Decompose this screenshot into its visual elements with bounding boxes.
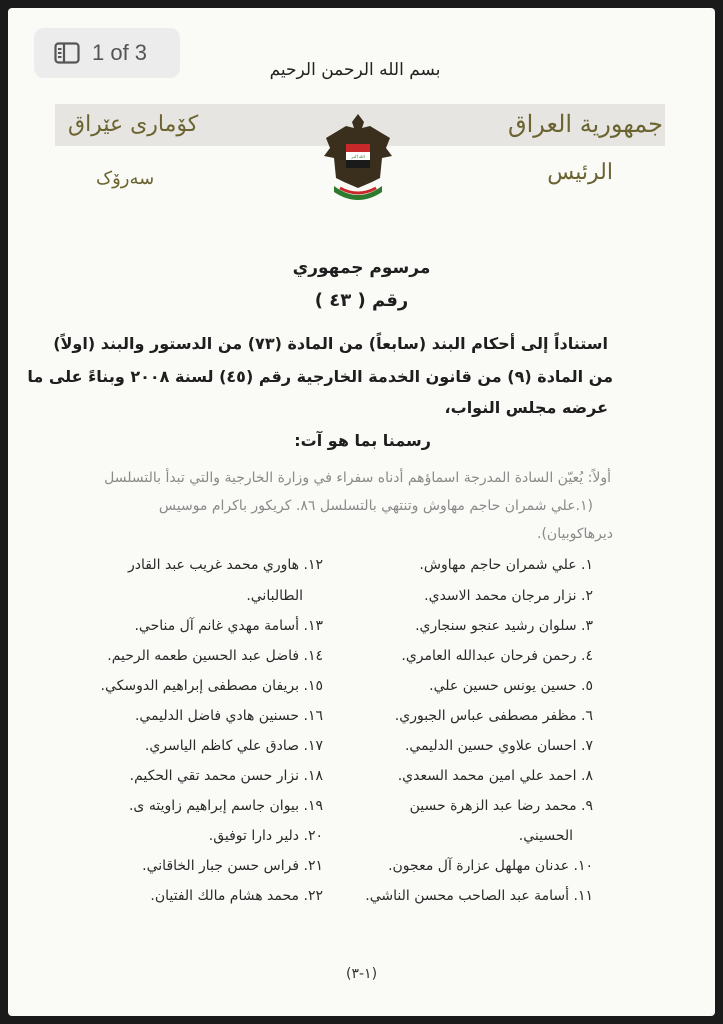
- list-item: ١١. أسامة عبد الصاحب محسن الناشي.: [365, 888, 593, 904]
- list-item: ١٩. بيوان جاسم إبراهيم زاويته ى.: [128, 798, 323, 814]
- page-indicator[interactable]: [34, 28, 180, 78]
- preamble-line-3: عرضه مجلس النواب،: [444, 398, 608, 417]
- list-item: ١٥. بريفان مصطفى إبراهيم الدوسكي.: [100, 678, 323, 694]
- list-item: ١٣. أسامة مهدي غانم آل مناحي.: [134, 618, 323, 634]
- list-item: الطالباني.: [246, 588, 303, 604]
- letterhead-president-arabic: الرئيس: [547, 160, 613, 185]
- eagle-emblem-icon: [320, 108, 396, 208]
- decree-title: مرسوم جمهوري: [292, 258, 431, 278]
- page-number: (١-٣): [345, 966, 378, 982]
- list-item: ٢٠. دلير دارا توفيق.: [208, 828, 323, 844]
- list-item: ٢١. فراس حسن جبار الخاقاني.: [142, 858, 323, 874]
- letterhead-president-kurdish: سەرۆک: [96, 168, 155, 189]
- sidebar-icon: [54, 42, 80, 64]
- preamble-line-1: استناداً إلى أحكام البند (سابعاً) من المادة (٧٣) من الدستور والبند (اولاً): [53, 334, 608, 353]
- letterhead-republic-arabic: جمهورية العراق: [507, 110, 663, 138]
- list-item: ١٠. عدنان مهلهل عزارة آل معجون.: [388, 858, 593, 874]
- page-indicator-label: 1 of 3: [92, 40, 148, 65]
- list-item: ١٨. نزار حسن محمد تقي الحكيم.: [129, 768, 323, 784]
- list-item: ١٧. صادق علي كاظم الياسري.: [144, 738, 323, 754]
- list-item: ٣. سلوان رشيد عنجو سنجاري.: [415, 618, 593, 634]
- clause-first-line-3: ديرهاكوبيان).: [537, 526, 613, 542]
- list-item: ١. علي شمران حاجم مهاوش.: [419, 557, 593, 573]
- list-item: الحسيني.: [518, 828, 573, 844]
- list-item: ٢٢. محمد هشام مالك الفتيان.: [150, 888, 323, 904]
- list-item: ١٦. حسنين هادي فاضل الدليمي.: [134, 708, 323, 724]
- preamble-line-2: من المادة (٩) من قانون الخدمة الخارجية رقم (٤٥) لسنة ٢٠٠٨ وبناءً على ما: [27, 367, 613, 386]
- list-item: ٥. حسين يونس حسين علي.: [429, 678, 593, 694]
- list-item: ٩. محمد رضا عبد الزهرة حسين: [409, 798, 593, 814]
- letterhead-republic-kurdish: كۆماری عێراق: [68, 112, 199, 137]
- bismillah: بسم الله الرحمن الرحيم: [269, 60, 441, 80]
- list-item: ٤. رحمن فرحان عبدالله العامري.: [401, 648, 593, 664]
- decree-number: رقم ( ٤٣ ): [314, 290, 409, 311]
- list-item: ٢. نزار مرجان محمد الاسدي.: [424, 588, 593, 604]
- resolved-line: رسمنا بما هو آت:: [294, 431, 431, 450]
- list-item: ٨. احمد علي امين محمد السعدي.: [397, 768, 593, 784]
- list-item: ١٤. فاضل عبد الحسين طعمه الرحيم.: [107, 648, 323, 664]
- list-item: ٦. مظفر مصطفى عباس الجبوري.: [394, 708, 593, 724]
- svg-text:الله أكبر: الله أكبر: [351, 154, 365, 159]
- clause-first-line-1: أولاً: يُعيّن السادة المدرجة اسماؤهم أدناه سفراء في وزارة الخارجية والتي تبدأ بالتسلسل: [104, 470, 611, 486]
- clause-first-line-2: (١.علي شمران حاجم مهاوش وتنتهي بالتسلسل ٨٦. كريكور باكرام موسيس: [158, 498, 593, 514]
- list-item: ٧. احسان علاوي حسين الدليمي.: [404, 738, 593, 754]
- list-item: ١٢. هاوري محمد غريب عبد القادر: [128, 557, 323, 573]
